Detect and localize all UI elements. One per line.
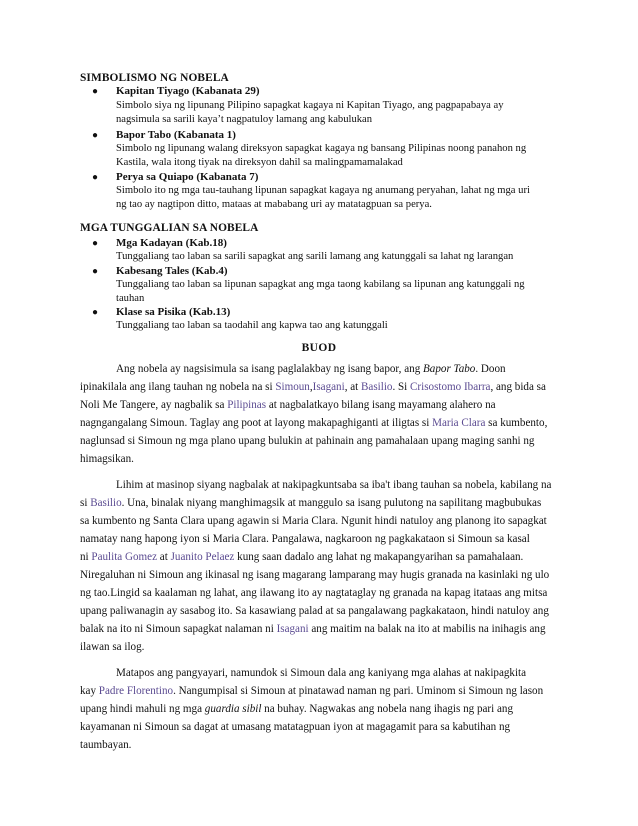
text-run: , at (344, 381, 362, 393)
bullet-dot: ● (92, 238, 99, 249)
item-title-bapor-tabo: Bapor Tabo (Kabanata 1) (116, 129, 236, 141)
item-title-kapitan-tiyago: Kapitan Tiyago (Kabanata 29) (116, 85, 260, 97)
item-line: Tunggaliang tao laban sa taodahil ang kapwa tao ang katunggali (116, 320, 388, 331)
paragraph-line: taumbayan. (80, 739, 132, 751)
text-run: ipinakilala ang ilang tauhan ng nobela na si (80, 381, 276, 393)
link-simoun[interactable]: Simoun (275, 381, 310, 393)
text-run: . Una, binalak niyang manghimagsik at manggulo sa isang pulutong na sapilitang magbubukas (121, 497, 542, 509)
link-maria-clara[interactable]: Maria Clara (432, 417, 486, 429)
paragraph-line (80, 497, 541, 509)
paragraph-line (80, 381, 546, 393)
paragraph-line: namatay nang hapong iyon si Maria Clara. Pangalawa, nagkaroon ng pagkakataon si Simoun sa kasal (80, 533, 530, 545)
item-line: Kastila, wala itong tiyak na direksyon dahil sa malingpamamalakad (116, 157, 403, 168)
link-isagani[interactable]: Isagani (276, 623, 309, 635)
link-padre-florentino[interactable]: Padre Florentino (98, 685, 174, 697)
paragraph-line (80, 399, 496, 411)
text-run: ni (80, 551, 92, 563)
bullet-dot: ● (92, 266, 99, 277)
italic-term: guardia sibil (204, 703, 262, 715)
paragraph-line: ilawan sa ilog. (80, 641, 145, 653)
paragraph-line: ng tao.Lingid sa kaalaman ng lahat, ang ilawang ito ay nagtataglay ng granada na kapag itataas ang mitsa (80, 587, 548, 599)
item-line: Simbolo ito ng mga tau-tauhang lipunan sapagkat kagaya ng anumang peryahan, lahat ng mga uri (116, 185, 530, 196)
text-run: nagngangalang Simoun. Taglay ang poot at layong makapaghiganti at iligtas si (80, 417, 433, 429)
item-title-perya-quiapo: Perya sa Quiapo (Kabanata 7) (116, 171, 259, 183)
item-line: Simbolo ng lipunang walang direksyon sapagkat kagaya ng bansang Pilipinas noong panahon ng (116, 143, 527, 154)
item-title-mga-kadayan: Mga Kadayan (Kab.18) (116, 237, 227, 249)
italic-term: Bapor Tabo (423, 363, 476, 375)
text-run: kung saan dadalo ang lahat ng makapangyarihan sa pamahalaan. (234, 551, 524, 563)
paragraph-line: Matapos ang pangyayari, namundok si Simoun dala ang kaniyang mga alahas at nakipagkita (116, 667, 527, 679)
bullet-dot: ● (92, 307, 99, 318)
section-title-tunggalian: MGA TUNGGALIAN SA NOBELA (80, 222, 259, 234)
text-run: . Doon (475, 363, 506, 375)
paragraph-line: sa kumbento ng Santa Clara upang agawin si Maria Clara. Ngunit hindi natuloy ang planong ito sapagkat (80, 515, 547, 527)
text-run: upang hindi mahuli ng mga (80, 703, 205, 715)
link-crisostomo-ibarra[interactable]: Crisostomo Ibarra (410, 381, 491, 393)
item-title-kabesang-tales: Kabesang Tales (Kab.4) (116, 265, 228, 277)
link-juanito-pelaez[interactable]: Juanito Pelaez (170, 551, 235, 563)
item-line: Simbolo siya ng lipunang Pilipino sapagkat kagaya ni Kapitan Tiyago, ang pagpapabaya ay (116, 100, 504, 111)
bullet-dot: ● (92, 130, 99, 141)
paragraph-line: kayamanan ni Simoun sa dagat at umasang matatagpuan iyon at magagamit para sa kabutihan ng (80, 721, 511, 733)
paragraph-line (80, 417, 547, 429)
paragraph-line: naglunsad si Simoun ng mga plano upang bulukin at pahinain ang pamahalaan upang maging sanhi ng (80, 435, 535, 447)
paragraph-line: Lihim at masinop siyang nagbalak at nakipagkuntsaba sa iba't ibang tauhan sa nobela, kabilang na (116, 479, 552, 491)
paragraph-line (80, 703, 513, 715)
paragraph-line (116, 363, 506, 375)
text-run: sa kumbento, (485, 417, 548, 429)
buod-title: BUOD (301, 342, 337, 354)
text-run: na buhay. Nagwakas ang nobela nang ihagis ng pari ang (261, 703, 513, 715)
paragraph-line (80, 685, 543, 697)
text-run: , (309, 381, 313, 393)
item-line: nagsimula sa sarili kaya’t nagpatuloy lamang ang kabulukan (116, 114, 373, 125)
link-basilio[interactable]: Basilio (361, 381, 393, 393)
text-run: at nagbalatkayo bilang isang mayamang alahero na (266, 399, 496, 411)
text-run: . Nangumpisal si Simoun at pinatawad naman ng pari. Uminom si Simoun ng lason (173, 685, 544, 697)
text-run: si (80, 497, 91, 509)
item-line: Tunggaliang tao laban sa sarili sapagkat ang sarili lamang ang katunggali sa lahat ng larangan (116, 251, 514, 262)
text-run: . Si (392, 381, 411, 393)
text-run: Noli Me Tangere, ay nagbalik sa (80, 399, 228, 411)
link-paulita-gomez[interactable]: Paulita Gomez (91, 551, 158, 563)
text-run: at (157, 551, 171, 563)
paragraph-line: upang paliwanagin ay sasabog ito. Sa kasawiang palad at sa pangalawang pagkakataon, hindi natuloy ang (80, 605, 549, 617)
text-run: ang maitim na balak na ito at mabilis na inihagis ang (308, 623, 546, 635)
section-title-simbolismo: SIMBOLISMO NG NOBELA (80, 72, 229, 84)
paragraph-line: Niregaluhan ni Simoun ang ikinasal ng isang magarang lamparang may hugis granada na kasinlaki ng ulo (80, 569, 550, 581)
link-basilio[interactable]: Basilio (90, 497, 122, 509)
bullet-dot: ● (92, 86, 99, 97)
item-line: ng tao ay nagtipon ditto, mataas at mababang uri ay matatagpuan sa perya. (116, 199, 432, 210)
text-run: , ang bida sa (490, 381, 546, 393)
paragraph-line: himagsikan. (80, 453, 134, 465)
link-isagani[interactable]: Isagani (312, 381, 345, 393)
item-line: Tunggaliang tao laban sa lipunan sapagkat ang mga taong kabilang sa lipunan ang katunggali ng (116, 279, 525, 290)
item-title-klase-pisika: Klase sa Pisika (Kab.13) (116, 306, 231, 318)
text-run: Ang nobela ay nagsisimula sa isang paglalakbay ng isang bapor, ang (116, 363, 424, 375)
paragraph-line (80, 551, 523, 563)
item-line: tauhan (116, 293, 145, 304)
link-pilipinas[interactable]: Pilipinas (227, 399, 267, 411)
paragraph-line (80, 623, 546, 635)
bullet-dot: ● (92, 172, 99, 183)
text-run: kay (80, 685, 99, 697)
text-run: balak na ito ni Simoun sapagkat nalaman ni (80, 623, 277, 635)
